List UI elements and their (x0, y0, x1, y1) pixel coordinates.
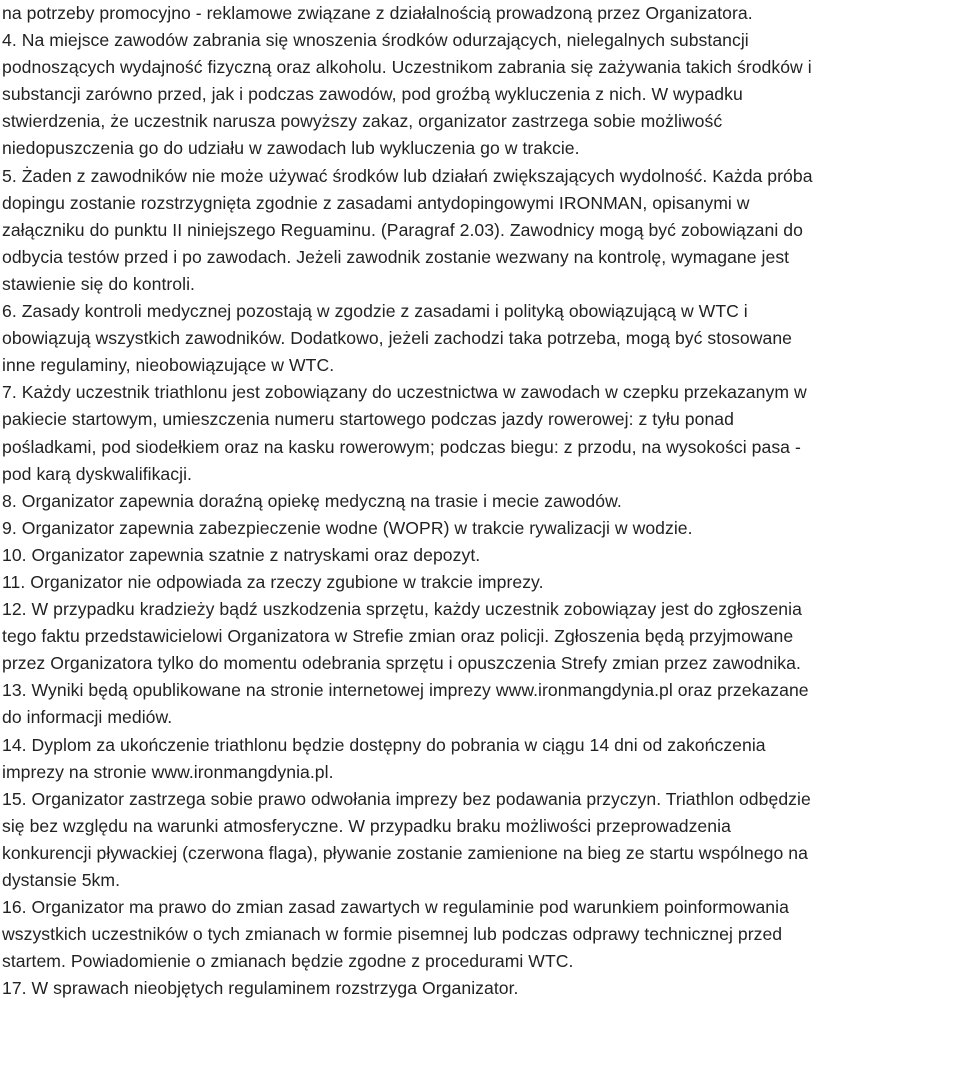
regulation-paragraph (2, 894, 952, 975)
text-line: imprezy na stronie www.ironmangdynia.pl. (2, 761, 334, 782)
regulation-paragraph (2, 488, 952, 515)
text-line: substancji zarówno przed, jak i podczas zawodów, pod groźbą wykluczenia z nich. W wypadku (2, 84, 743, 105)
regulation-paragraph (2, 515, 952, 542)
regulation-paragraph (2, 542, 952, 569)
text-line: 12. W przypadku kradzieży bądź uszkodzenia sprzętu, każdy uczestnik zobowiązay jest do zgłoszenia (2, 599, 802, 620)
text-line: załączniku do punktu II niniejszego Reguaminu. (Paragraf 2.03). Zawodnicy mogą być zobowiązani do (2, 219, 803, 240)
text-line: 9. Organizator zapewnia zabezpieczenie wodne (WOPR) w trakcie rywalizacji w wodzie. (2, 517, 693, 538)
regulation-paragraph (2, 27, 952, 162)
text-line: stawienie się do kontroli. (2, 273, 195, 294)
text-line: przez Organizatora tylko do momentu odebrania sprzętu i opuszczenia Strefy zmian przez zawodnika. (2, 653, 801, 674)
text-line: odbycia testów przed i po zawodach. Jeżeli zawodnik zostanie wezwany na kontrolę, wymagane jest (2, 246, 790, 267)
text-line: wszystkich uczestników o tych zmianach w formie pisemnej lub podczas odprawy technicznej przed (2, 924, 783, 945)
regulation-paragraph (2, 0, 952, 27)
regulation-paragraph (2, 298, 952, 379)
text-line: się bez względu na warunki atmosferyczne. W przypadku braku możliwości przeprowadzenia (2, 815, 731, 836)
text-line: 7. Każdy uczestnik triathlonu jest zobowiązany do uczestnictwa w zawodach w czepku przekazanym w (2, 382, 807, 403)
text-line: 16. Organizator ma prawo do zmian zasad zawartych w regulaminie pod warunkiem poinformowania (2, 897, 789, 918)
regulation-paragraph (2, 569, 952, 596)
text-line: tego faktu przedstawicielowi Organizatora w Strefie zmian oraz policji. Zgłoszenia będą przyjmowane (2, 626, 794, 647)
text-line: 5. Żaden z zawodników nie może używać środków lub działań zwiększających wydolność. Każda próba (2, 165, 813, 186)
text-line: konkurencji pływackiej (czerwona flaga), pływanie zostanie zamienione na bieg ze startu wspólnego na (2, 842, 808, 863)
text-line: 17. W sprawach nieobjętych regulaminem rozstrzyga Organizator. (2, 978, 519, 999)
text-line: pośladkami, pod siodełkiem oraz na kasku rowerowym; podczas biegu: z przodu, na wysokości pasa - (2, 436, 801, 457)
regulation-paragraph (2, 732, 952, 786)
text-line: 10. Organizator zapewnia szatnie z natryskami oraz depozyt. (2, 544, 481, 565)
regulation-paragraph (2, 975, 952, 1002)
text-line: startem. Powiadomienie o zmianach będzie zgodne z procedurami WTC. (2, 951, 574, 972)
text-line: inne regulaminy, nieobowiązujące w WTC. (2, 355, 335, 376)
text-line: 15. Organizator zastrzega sobie prawo odwołania imprezy bez podawania przyczyn. Triathlon odbędzie (2, 788, 811, 809)
regulation-paragraph (2, 379, 952, 487)
text-line: podnoszących wydajność fizyczną oraz alkoholu. Uczestnikom zabrania się zażywania takich środków i (2, 57, 812, 78)
text-line: 13. Wyniki będą opublikowane na stronie internetowej imprezy www.ironmangdynia.pl oraz przekazane (2, 680, 809, 701)
text-line: pakiecie startowym, umieszczenia numeru startowego podczas jazdy rowerowej: z tyłu ponad (2, 409, 734, 430)
text-line: 11. Organizator nie odpowiada za rzeczy zgubione w trakcie imprezy. (2, 571, 544, 592)
text-line: na potrzeby promocyjno - reklamowe związane z działalnością prowadzoną przez Organizatora. (2, 3, 753, 23)
text-line: dopingu zostanie rozstrzygnięta zgodnie z zasadami antydopingowymi IRONMAN, opisanymi w (2, 192, 750, 213)
text-line: do informacji mediów. (2, 707, 173, 728)
text-line: stwierdzenia, że uczestnik narusza powyższy zakaz, organizator zastrzega sobie możliwość (2, 111, 723, 132)
text-line: dystansie 5km. (2, 870, 121, 890)
text-line: 4. Na miejsce zawodów zabrania się wnoszenia środków odurzających, nielegalnych substancji (2, 30, 749, 51)
regulation-paragraph (2, 163, 952, 298)
text-line: 8. Organizator zapewnia doraźną opiekę medyczną na trasie i mecie zawodów. (2, 490, 622, 511)
regulation-paragraph (2, 596, 952, 677)
text-line: 6. Zasady kontroli medycznej pozostają w zgodzie z zasadami i polityką obowiązującą w WTC i (2, 301, 748, 322)
text-line: 14. Dyplom za ukończenie triathlonu będzie dostępny do pobrania w ciągu 14 dni od zakończenia (2, 734, 766, 755)
text-line: obowiązują wszystkich zawodników. Dodatkowo, jeżeli zachodzi taka potrzeba, mogą być stosowane (2, 328, 792, 349)
text-line: niedopuszczenia go do udziału w zawodach lub wykluczenia go w trakcie. (2, 138, 580, 159)
regulation-paragraph (2, 786, 952, 894)
regulation-paragraph (2, 677, 952, 731)
text-line: pod karą dyskwalifikacji. (2, 463, 192, 484)
